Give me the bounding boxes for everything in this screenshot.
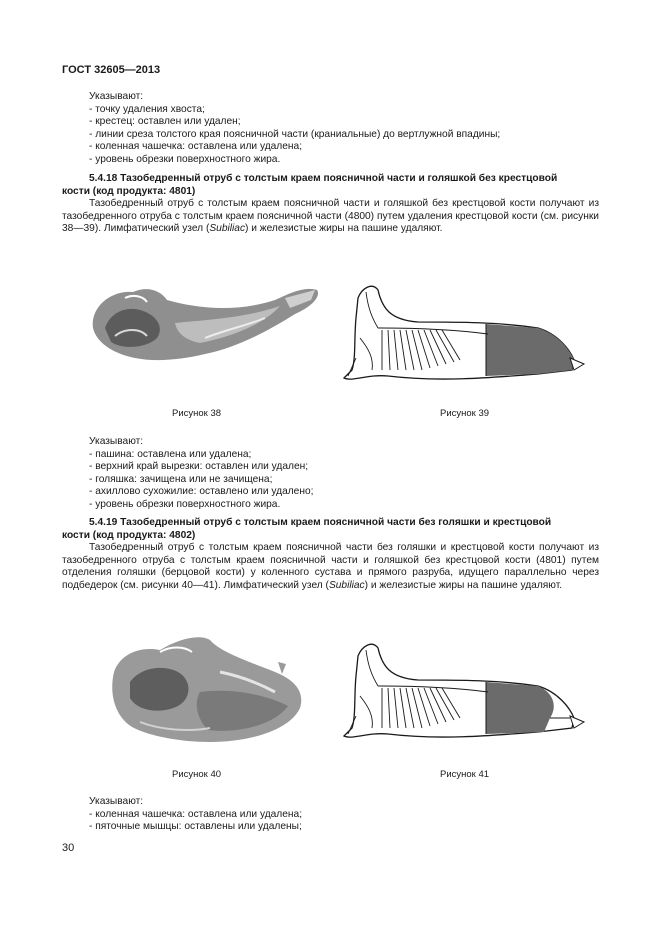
list-item: - ахиллово сухожилие: оставлено или удалено; xyxy=(89,486,314,498)
list-block-3 xyxy=(62,796,599,834)
list-item: - пяточные мышцы: оставлены или удалены; xyxy=(89,821,302,833)
section-heading-cont: кости (код продукта: 4801) xyxy=(62,185,196,197)
latin-term: Subiliac xyxy=(209,223,246,235)
figure-39-caption: Рисунок 39 xyxy=(440,408,490,419)
list-intro: Указывают: xyxy=(89,436,144,447)
section-5-4-19 xyxy=(62,517,599,593)
dash-list xyxy=(62,809,599,834)
section-body: Тазобедренный отруб с толстым краем поясничной части без голяшки и крестцовой кости получают из тазобедренного отруба с толстым краем поясничной части и голяшкой без крестцовой кости (4801) путем отделения голяшки (берцовой кости) у коленного сустава и прямого разруба, идущего параллельно через подбедерок (см. рисунки 40—41). Лимфатический узел (Subiliac) и железистые жиры на пашине удаляют. xyxy=(62,542,599,591)
list-item: - голяшка: зачищена или не зачищена; xyxy=(89,473,273,485)
section-heading-cont: кости (код продукта: 4802) xyxy=(62,529,196,541)
list-item: - точку удаления хвоста; xyxy=(89,103,205,115)
page-number: 30 xyxy=(62,842,75,854)
list-item: - коленная чашечка: оставлена или удалена; xyxy=(89,808,303,820)
list-item: - пашина: оставлена или удалена; xyxy=(89,448,252,460)
section-body: Тазобедренный отруб с толстым краем поясничной части и голяшкой без крестцовой кости получают из тазобедренного отруба с толстым краем поясничной части (4800) путем удаления крестцовой кости (см. рисунки 38—39). Лимфатический узел (Subiliac) и железистые жиры на пашине удаляют. xyxy=(62,198,599,235)
section-5-4-18 xyxy=(62,173,599,236)
section-heading: 5.4.19 Тазобедренный отруб с толстым краем поясничной части без голяшки и крестцовой xyxy=(89,517,552,528)
figure-38-caption: Рисунок 38 xyxy=(172,408,222,419)
dash-list xyxy=(62,449,599,512)
figure-40-image xyxy=(100,632,315,750)
list-item: - уровень обрезки поверхностного жира. xyxy=(89,153,281,165)
dash-list xyxy=(62,104,599,167)
figure-41-caption: Рисунок 41 xyxy=(440,769,490,780)
list-item: - крестец: оставлен или удален; xyxy=(89,116,241,128)
figure-38-image xyxy=(85,278,325,373)
list-intro: Указывают: xyxy=(89,91,144,102)
list-block-2 xyxy=(62,436,599,512)
list-intro: Указывают: xyxy=(89,796,144,807)
figure-41-carcass-diagram xyxy=(338,636,588,748)
list-block-1 xyxy=(62,91,599,167)
list-item: - линии среза толстого края поясничной части (краниальные) до вертлужной впадины; xyxy=(89,128,501,140)
figure-40-caption: Рисунок 40 xyxy=(172,769,222,780)
list-item: - верхний край вырезки: оставлен или удален; xyxy=(89,461,309,473)
list-item: - уровень обрезки поверхностного жира. xyxy=(89,498,281,510)
latin-term: Subiliac xyxy=(328,579,365,591)
section-heading: 5.4.18 Тазобедренный отруб с толстым краем поясничной части и голяшкой без крестцовой xyxy=(89,173,558,184)
list-item: - коленная чашечка: оставлена или удалена; xyxy=(89,141,303,153)
document-header: ГОСТ 32605—2013 xyxy=(62,64,161,76)
figure-39-carcass-diagram xyxy=(338,278,588,390)
